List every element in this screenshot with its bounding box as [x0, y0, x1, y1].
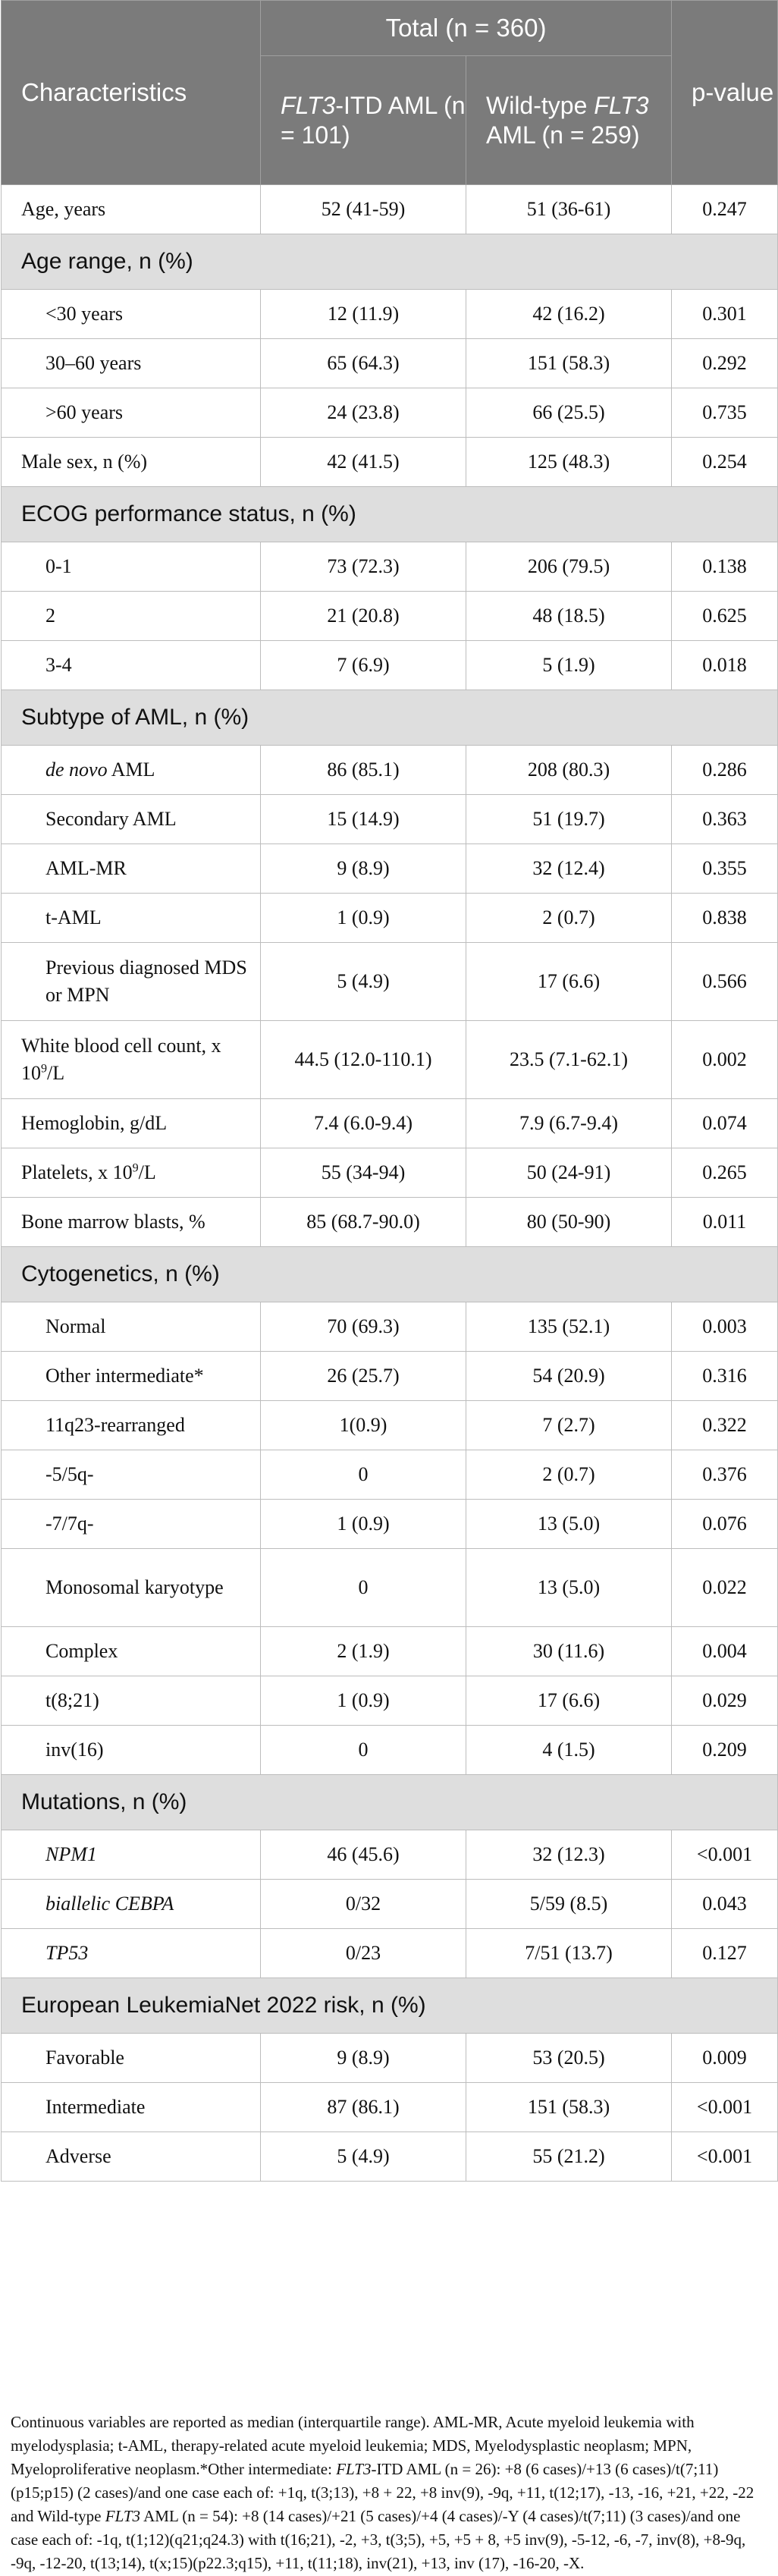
value-wild-type: 7/51 (13.7): [466, 1929, 672, 1978]
section-header-row: [2, 487, 778, 542]
value-pvalue: 0.286: [672, 746, 778, 795]
value-flt3-itd: 2 (1.9): [261, 1627, 466, 1676]
row-label: [2, 592, 261, 641]
value-pvalue: 0.316: [672, 1352, 778, 1401]
row-label-text: -7/7q-: [45, 1512, 94, 1535]
row-label-text: Hemoglobin, g/dL: [21, 1111, 168, 1134]
footnote-part2: -ITD AML (n = 26): +8 (6 cases)/+13 (6 cases)/t(7;11)(p15;p15) (2 cases)/and one case each of: +1q, t(3;13), +8 + 22, +8 inv(9), -9q, +11, t(12;17), -13, -16, +21, +22, -22 and Wild-type: [11, 2460, 754, 2526]
value-wild-type: 54 (20.9): [466, 1352, 672, 1401]
row-label: [2, 1830, 261, 1880]
table-row: [2, 795, 778, 844]
value-flt3-itd: 5 (4.9): [261, 2132, 466, 2182]
row-label-text: Previous diagnosed MDS or MPN: [45, 956, 247, 1006]
value-flt3-itd: 86 (85.1): [261, 746, 466, 795]
value-flt3-itd: 9 (8.9): [261, 2034, 466, 2083]
value-pvalue: 0.735: [672, 388, 778, 438]
row-label-text: NPM1: [45, 1842, 97, 1865]
header-itd-rest: -ITD AML (n = 101): [281, 92, 466, 149]
row-label-text: >60 years: [45, 401, 124, 423]
table-row: [2, 1352, 778, 1401]
section-header: Subtype of AML, n (%): [2, 690, 778, 746]
footnote-part3: AML (n = 54): +8 (14 cases)/+21 (5 cases)/+4 (4 cases)/-Y (4 cases)/t(7;11) (3 cases)/and one case each of: -1q, t(1;12)(q21;q24.3) with t(16;21), -2, +3, t(3;5), +5, +5 + 8, +5 inv(9), -5-12, -6, -7, inv(8), +8-9q, -9q, -12-20, t(13;14), t(x;15)(p22.3;q15), +11, t(11;18), inv(21), +13, inv (17), -16-20, -X.: [11, 2507, 746, 2573]
value-pvalue: 0.355: [672, 844, 778, 894]
row-label: [2, 1352, 261, 1401]
row-label-suffix: /L: [138, 1161, 156, 1183]
value-wild-type: 17 (6.6): [466, 1676, 672, 1726]
header-wt-prefix: Wild-type: [486, 92, 588, 120]
row-label: [2, 438, 261, 487]
value-flt3-itd: 73 (72.3): [261, 542, 466, 592]
table-row: [2, 1726, 778, 1775]
header-pvalue: p-value: [672, 1, 778, 185]
value-flt3-itd: 1 (0.9): [261, 1500, 466, 1549]
table-row: [2, 2083, 778, 2132]
value-wild-type: 7 (2.7): [466, 1401, 672, 1450]
row-label: [2, 1676, 261, 1726]
row-label: [2, 1099, 261, 1148]
table-row: [2, 185, 778, 234]
table-body: [2, 185, 778, 2182]
value-wild-type: 5 (1.9): [466, 641, 672, 690]
table-row: [2, 943, 778, 1021]
table-row: [2, 1099, 778, 1148]
value-flt3-itd: 24 (23.8): [261, 388, 466, 438]
row-label-text: Bone marrow blasts, %: [21, 1210, 205, 1233]
footnote-part1: Continuous variables are reported as median (interquartile range). AML-MR, Acute myeloid leukemia with myelodysplasia; t-AML, therapy-related acute myeloid leukemia; MDS, Myelodysplastic neoplasm; MPN, Myeloproliferative neoplasm.*Other intermediate:: [11, 2413, 695, 2479]
table-row: [2, 1450, 778, 1500]
row-label: [2, 2034, 261, 2083]
table-row: [2, 844, 778, 894]
section-header-row: [2, 1247, 778, 1302]
value-pvalue: 0.029: [672, 1676, 778, 1726]
value-flt3-itd: 87 (86.1): [261, 2083, 466, 2132]
row-label: [2, 2083, 261, 2132]
header-wt-rest: AML (n = 259): [486, 121, 640, 149]
value-flt3-itd: 55 (34-94): [261, 1148, 466, 1198]
row-label-text: White blood cell count, x 10: [21, 1034, 221, 1084]
table-row: [2, 1627, 778, 1676]
row-label-text: biallelic CEBPA: [45, 1892, 174, 1915]
value-pvalue: 0.009: [672, 2034, 778, 2083]
row-label: [2, 844, 261, 894]
row-label-text: Monosomal karyotype: [45, 1575, 224, 1598]
value-flt3-itd: 44.5 (12.0-110.1): [261, 1021, 466, 1099]
value-pvalue: 0.625: [672, 592, 778, 641]
row-label-text: Male sex, n (%): [21, 450, 148, 473]
value-pvalue: 0.376: [672, 1450, 778, 1500]
section-header-row: [2, 1775, 778, 1830]
table-row: [2, 542, 778, 592]
value-pvalue: 0.265: [672, 1148, 778, 1198]
value-pvalue: 0.322: [672, 1401, 778, 1450]
row-label-text: Other intermediate*: [45, 1364, 204, 1387]
row-label: [2, 943, 261, 1021]
value-wild-type: 4 (1.5): [466, 1726, 672, 1775]
value-wild-type: 2 (0.7): [466, 894, 672, 943]
value-flt3-itd: 65 (64.3): [261, 339, 466, 388]
table-row: [2, 438, 778, 487]
table-row: [2, 388, 778, 438]
value-wild-type: 2 (0.7): [466, 1450, 672, 1500]
value-wild-type: 53 (20.5): [466, 2034, 672, 2083]
row-label-text: 11q23-rearranged: [45, 1413, 185, 1436]
header-flt3-itd: [261, 56, 466, 185]
header-characteristics: Characteristics: [2, 1, 261, 185]
row-label: [2, 1450, 261, 1500]
value-flt3-itd: 70 (69.3): [261, 1302, 466, 1352]
section-header-row: [2, 234, 778, 290]
value-flt3-itd: 5 (4.9): [261, 943, 466, 1021]
table-row: [2, 1830, 778, 1880]
table-row: [2, 2034, 778, 2083]
table-row: [2, 1302, 778, 1352]
value-wild-type: 13 (5.0): [466, 1500, 672, 1549]
value-wild-type: 51 (19.7): [466, 795, 672, 844]
row-label: [2, 746, 261, 795]
row-label-text: t-AML: [45, 906, 102, 928]
table-row: [2, 1676, 778, 1726]
value-wild-type: 80 (50-90): [466, 1198, 672, 1247]
value-pvalue: 0.127: [672, 1929, 778, 1978]
table-row: [2, 592, 778, 641]
value-flt3-itd: 0: [261, 1726, 466, 1775]
value-pvalue: 0.043: [672, 1880, 778, 1929]
value-flt3-itd: 15 (14.9): [261, 795, 466, 844]
row-label: [2, 795, 261, 844]
section-header-row: [2, 690, 778, 746]
header-wild-type: [466, 56, 672, 185]
value-wild-type: 55 (21.2): [466, 2132, 672, 2182]
value-flt3-itd: 9 (8.9): [261, 844, 466, 894]
value-wild-type: 206 (79.5): [466, 542, 672, 592]
row-label-text: Platelets, x 10: [21, 1161, 133, 1183]
value-pvalue: 0.209: [672, 1726, 778, 1775]
value-pvalue: 0.018: [672, 641, 778, 690]
row-label: [2, 1302, 261, 1352]
row-label: [2, 1549, 261, 1627]
value-wild-type: 5/59 (8.5): [466, 1880, 672, 1929]
row-label-text: AML: [107, 758, 155, 781]
value-pvalue: <0.001: [672, 2083, 778, 2132]
row-label: [2, 542, 261, 592]
value-wild-type: 66 (25.5): [466, 388, 672, 438]
header-itd-gene: FLT3: [281, 92, 336, 120]
value-pvalue: 0.566: [672, 943, 778, 1021]
row-label: [2, 1500, 261, 1549]
row-label: [2, 388, 261, 438]
value-pvalue: 0.011: [672, 1198, 778, 1247]
row-label: [2, 1198, 261, 1247]
section-header: Age range, n (%): [2, 234, 778, 290]
row-label: [2, 1726, 261, 1775]
value-flt3-itd: 21 (20.8): [261, 592, 466, 641]
row-label-text: <30 years: [45, 302, 124, 325]
row-label: [2, 641, 261, 690]
row-label-superscript: 9: [132, 1161, 139, 1175]
row-label-text: Complex: [45, 1639, 118, 1662]
table-footnote: [11, 2411, 767, 2576]
table-row: [2, 2132, 778, 2182]
value-flt3-itd: 1 (0.9): [261, 1676, 466, 1726]
section-header: Cytogenetics, n (%): [2, 1247, 778, 1302]
value-pvalue: <0.001: [672, 2132, 778, 2182]
row-label: [2, 1401, 261, 1450]
value-pvalue: 0.002: [672, 1021, 778, 1099]
footnote-gene2: FLT3: [105, 2507, 141, 2526]
table-row: [2, 1021, 778, 1099]
row-label-text: Secondary AML: [45, 807, 177, 830]
value-pvalue: 0.247: [672, 185, 778, 234]
value-pvalue: 0.363: [672, 795, 778, 844]
value-wild-type: 135 (52.1): [466, 1302, 672, 1352]
row-label-text: 30–60 years: [45, 351, 142, 374]
section-header: ECOG performance status, n (%): [2, 487, 778, 542]
header-total: Total (n = 360): [261, 1, 672, 56]
section-header: European LeukemiaNet 2022 risk, n (%): [2, 1978, 778, 2034]
table-row: [2, 339, 778, 388]
row-label-text: t(8;21): [45, 1689, 99, 1711]
value-flt3-itd: 7.4 (6.0-9.4): [261, 1099, 466, 1148]
row-label-text: 2: [45, 604, 55, 627]
row-label-text: AML-MR: [45, 856, 127, 879]
table-row: [2, 746, 778, 795]
value-pvalue: 0.003: [672, 1302, 778, 1352]
value-pvalue: 0.138: [672, 542, 778, 592]
value-pvalue: 0.838: [672, 894, 778, 943]
row-label-text: Adverse: [45, 2144, 111, 2167]
row-label-text: Intermediate: [45, 2095, 146, 2118]
row-label: [2, 1929, 261, 1978]
value-pvalue: 0.004: [672, 1627, 778, 1676]
table-row: [2, 1929, 778, 1978]
row-label: [2, 1627, 261, 1676]
row-label-suffix: /L: [47, 1062, 65, 1084]
value-wild-type: 42 (16.2): [466, 290, 672, 339]
value-pvalue: 0.074: [672, 1099, 778, 1148]
value-pvalue: 0.076: [672, 1500, 778, 1549]
value-wild-type: 48 (18.5): [466, 592, 672, 641]
row-label: [2, 1021, 261, 1099]
row-label: [2, 339, 261, 388]
row-label-superscript: 9: [41, 1062, 47, 1076]
row-label: [2, 1148, 261, 1198]
table-row: [2, 1148, 778, 1198]
row-label-italic: de novo: [45, 758, 108, 781]
table-row: [2, 1549, 778, 1627]
table-row: [2, 290, 778, 339]
value-pvalue: 0.022: [672, 1549, 778, 1627]
value-flt3-itd: 0/23: [261, 1929, 466, 1978]
row-label: [2, 894, 261, 943]
section-header: Mutations, n (%): [2, 1775, 778, 1830]
value-flt3-itd: 46 (45.6): [261, 1830, 466, 1880]
row-label-text: 0-1: [45, 554, 72, 577]
table-row: [2, 1401, 778, 1450]
table-row: [2, 641, 778, 690]
value-pvalue: 0.254: [672, 438, 778, 487]
row-label-text: inv(16): [45, 1738, 104, 1761]
value-wild-type: 23.5 (7.1-62.1): [466, 1021, 672, 1099]
row-label-text: Age, years: [21, 197, 106, 220]
value-flt3-itd: 0/32: [261, 1880, 466, 1929]
value-wild-type: 7.9 (6.7-9.4): [466, 1099, 672, 1148]
row-label-text: TP53: [45, 1941, 89, 1964]
value-wild-type: 125 (48.3): [466, 438, 672, 487]
value-pvalue: <0.001: [672, 1830, 778, 1880]
value-wild-type: 151 (58.3): [466, 339, 672, 388]
value-wild-type: 208 (80.3): [466, 746, 672, 795]
table-row: [2, 1198, 778, 1247]
row-label-text: -5/5q-: [45, 1462, 94, 1485]
header-wt-gene: FLT3: [594, 92, 649, 120]
value-flt3-itd: 26 (25.7): [261, 1352, 466, 1401]
value-wild-type: 13 (5.0): [466, 1549, 672, 1627]
value-flt3-itd: 0: [261, 1450, 466, 1500]
value-wild-type: 50 (24-91): [466, 1148, 672, 1198]
value-flt3-itd: 1(0.9): [261, 1401, 466, 1450]
value-flt3-itd: 7 (6.9): [261, 641, 466, 690]
value-flt3-itd: 52 (41-59): [261, 185, 466, 234]
row-label: [2, 2132, 261, 2182]
value-wild-type: 30 (11.6): [466, 1627, 672, 1676]
value-pvalue: 0.301: [672, 290, 778, 339]
value-wild-type: 51 (36-61): [466, 185, 672, 234]
value-flt3-itd: 0: [261, 1549, 466, 1627]
row-label: [2, 290, 261, 339]
value-wild-type: 32 (12.3): [466, 1830, 672, 1880]
row-label: [2, 185, 261, 234]
value-wild-type: 32 (12.4): [466, 844, 672, 894]
value-pvalue: 0.292: [672, 339, 778, 388]
value-flt3-itd: 42 (41.5): [261, 438, 466, 487]
row-label-text: Favorable: [45, 2046, 124, 2069]
value-wild-type: 151 (58.3): [466, 2083, 672, 2132]
characteristics-table: [1, 0, 778, 2182]
table-row: [2, 1880, 778, 1929]
value-flt3-itd: 1 (0.9): [261, 894, 466, 943]
section-header-row: [2, 1978, 778, 2034]
value-flt3-itd: 12 (11.9): [261, 290, 466, 339]
value-flt3-itd: 85 (68.7-90.0): [261, 1198, 466, 1247]
footnote-gene1: FLT3: [336, 2460, 372, 2479]
row-label: [2, 1880, 261, 1929]
row-label-text: 3-4: [45, 653, 72, 676]
table-row: [2, 1500, 778, 1549]
value-wild-type: 17 (6.6): [466, 943, 672, 1021]
row-label-text: Normal: [45, 1315, 106, 1337]
table-row: [2, 894, 778, 943]
